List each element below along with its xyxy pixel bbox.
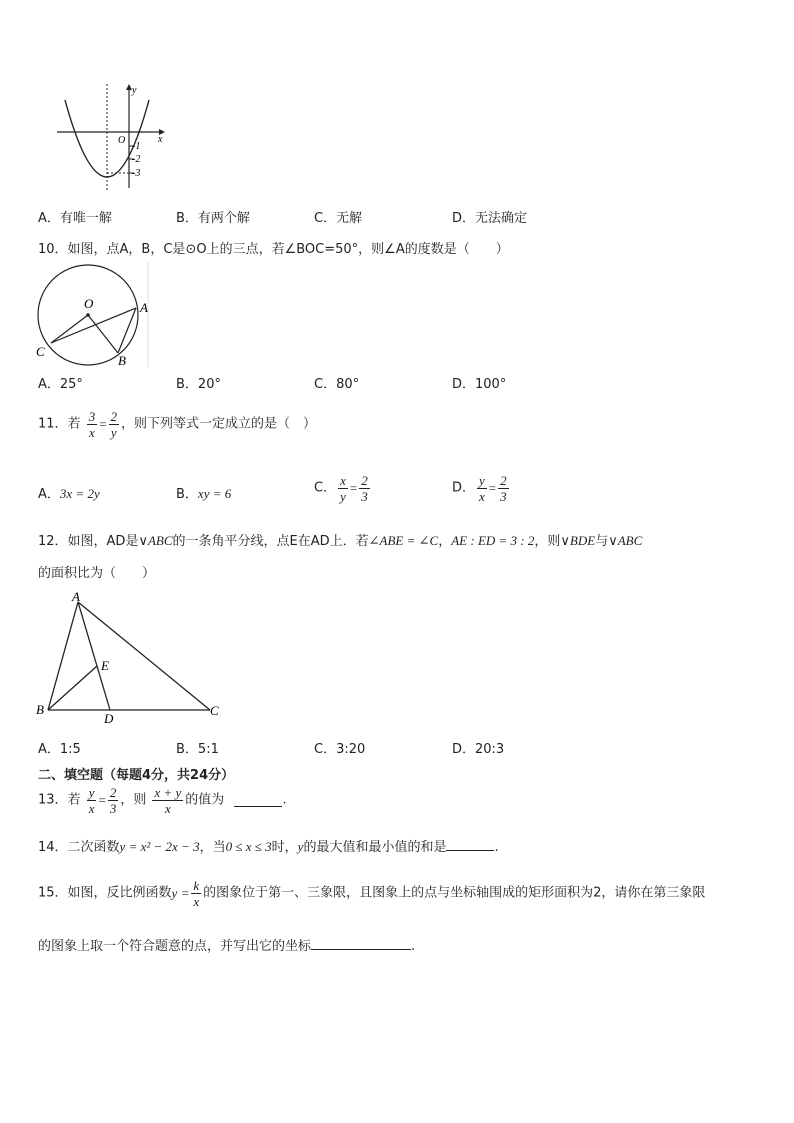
q12-line1-c: ，则 bbox=[534, 534, 561, 549]
q14-prefix: 14．二次函数 bbox=[38, 840, 120, 855]
q9-option-b[interactable]: B．有两个解 bbox=[176, 211, 250, 226]
q10-option-d[interactable]: D．100° bbox=[452, 377, 507, 392]
label-c: C bbox=[210, 703, 219, 718]
y-label: y bbox=[132, 85, 137, 96]
q9-option-a[interactable]: A．有唯一解 bbox=[38, 211, 112, 226]
q9-option-d[interactable]: D．无法确定 bbox=[452, 211, 528, 226]
q14-stem bbox=[38, 836, 499, 855]
q13-mid: ，则 bbox=[120, 792, 147, 808]
q12-line1-b: 的一条角平分线，点E在AD上．若 bbox=[172, 534, 369, 549]
frac-den: y bbox=[340, 489, 346, 504]
frac-den: x bbox=[88, 801, 95, 816]
q11-prefix: 11．若 bbox=[38, 416, 81, 432]
q15-answer-blank[interactable] bbox=[311, 937, 411, 950]
q12-cond2: AE : ED = 3 : 2 bbox=[451, 533, 535, 548]
q11-frac1-num: 3 bbox=[88, 409, 96, 424]
q10-option-b[interactable]: B．20° bbox=[176, 377, 221, 392]
q11-frac2-num: 2 bbox=[110, 409, 118, 424]
q10-stem-b: O上的三点，若∠BOC=50°，则∠A的度数是（ ） bbox=[196, 242, 509, 257]
q14-mid2: 时， bbox=[271, 840, 298, 855]
circle-symbol: ⊙ bbox=[185, 242, 197, 257]
label-b: B bbox=[36, 702, 44, 717]
frac-num: 2 bbox=[109, 785, 117, 800]
q11-option-b[interactable] bbox=[176, 483, 231, 502]
q14-func: y = x² − 2x − 3 bbox=[119, 839, 200, 854]
q14-suffix: 的最大值和最小值的和是 bbox=[303, 840, 447, 855]
frac-den: x bbox=[479, 489, 485, 504]
q13-frac-y-over-x bbox=[87, 785, 97, 816]
q13-frac-xy-over-x bbox=[152, 785, 183, 816]
q15-lhs: y = bbox=[171, 885, 190, 901]
q15-prefix: 15．如图，反比例函数 bbox=[38, 885, 172, 901]
q12-cond1: ∠ABE = ∠C bbox=[368, 533, 439, 548]
frac-num: k bbox=[193, 878, 200, 893]
q10-option-a[interactable]: A．25° bbox=[38, 377, 83, 392]
q14-y-var: y bbox=[297, 839, 304, 854]
q12-line1-a: 12．如图，AD是 bbox=[38, 534, 139, 549]
frac-den: x bbox=[193, 894, 200, 909]
frac-den: x bbox=[164, 801, 171, 816]
q9-parabola-graph bbox=[55, 82, 170, 192]
segment-ca bbox=[51, 308, 136, 343]
label-a: A bbox=[140, 300, 148, 315]
q12-option-c[interactable]: C．3:20 bbox=[314, 742, 366, 757]
q12-stem-line2: 的面积比为（ ） bbox=[38, 566, 156, 581]
q11-option-d-frac1 bbox=[477, 473, 487, 504]
q15-frac-k-over-x bbox=[191, 878, 201, 909]
q10-stem-a: 10．如图，点A，B，C是 bbox=[38, 242, 186, 257]
segment-ac bbox=[78, 602, 210, 710]
q10-option-c[interactable]: C．80° bbox=[314, 377, 360, 392]
q11-option-a[interactable] bbox=[38, 483, 100, 502]
q11-frac-2-over-y bbox=[109, 409, 120, 440]
section2-title: 二、填空题（每题4分，共24分） bbox=[38, 768, 235, 783]
segment-oc bbox=[51, 315, 88, 343]
label-d: D bbox=[104, 711, 114, 726]
q12-line1-d: 与 bbox=[595, 534, 609, 549]
frac-num: 2 bbox=[361, 473, 368, 488]
q12-tri-abc-2: ∨ABC bbox=[608, 533, 643, 548]
q15-stem-line1 bbox=[38, 878, 705, 909]
label-c: C bbox=[36, 344, 45, 359]
x-label: x bbox=[158, 134, 163, 145]
q11-option-a-label: A． bbox=[38, 487, 60, 502]
q11-option-d-label: D． bbox=[452, 480, 476, 496]
frac-den: 3 bbox=[500, 489, 507, 504]
q11-option-d-eq: = bbox=[488, 480, 497, 496]
q15-stem-line2 bbox=[38, 935, 415, 954]
frac-den: 3 bbox=[361, 489, 368, 504]
q11-option-d-frac2 bbox=[498, 473, 509, 504]
q10-circle-figure bbox=[32, 262, 157, 370]
segment-ab bbox=[48, 602, 78, 710]
tick-label-1: -1 bbox=[132, 141, 141, 152]
frac-num: y bbox=[479, 473, 485, 488]
q11-suffix: ，则下列等式一定成立的是（ ） bbox=[121, 416, 317, 432]
q14-range: 0 ≤ x ≤ 3 bbox=[225, 839, 272, 854]
q12-stem-line1 bbox=[38, 530, 642, 549]
q11-eq: = bbox=[99, 416, 107, 432]
q11-frac-3-over-x bbox=[87, 409, 98, 440]
q11-frac1-den: x bbox=[89, 425, 95, 440]
label-e: E bbox=[101, 658, 109, 673]
q10-stem bbox=[38, 238, 509, 257]
q11-frac2-den: y bbox=[110, 425, 117, 440]
q13-eq: = bbox=[98, 792, 106, 808]
q15-end: . bbox=[411, 939, 416, 954]
label-a: A bbox=[72, 589, 80, 604]
q13-frac-2-over-3 bbox=[108, 785, 119, 816]
q11-option-b-label: B． bbox=[176, 487, 198, 502]
q11-option-d[interactable] bbox=[452, 473, 511, 504]
q12-tri-abc: ∨ABC bbox=[138, 533, 173, 548]
tick-label-2: -2 bbox=[132, 154, 141, 165]
frac-num: x bbox=[340, 473, 346, 488]
frac-num: 2 bbox=[500, 473, 507, 488]
center-point bbox=[86, 313, 90, 317]
q13-answer-blank[interactable] bbox=[234, 794, 282, 807]
q14-mid: ，当 bbox=[199, 840, 226, 855]
q11-option-c-frac2 bbox=[359, 473, 370, 504]
q11-option-c[interactable] bbox=[314, 473, 372, 504]
frac-den: 3 bbox=[109, 801, 117, 816]
q13-end: . bbox=[282, 792, 287, 808]
q9-option-c[interactable]: C．无解 bbox=[314, 211, 363, 226]
q12-triangle-figure bbox=[34, 588, 229, 728]
q12-option-a[interactable]: A．1:5 bbox=[38, 742, 81, 757]
q11-option-c-label: C． bbox=[314, 480, 337, 496]
q12-sep: ， bbox=[438, 534, 452, 549]
q13-prefix: 13．若 bbox=[38, 792, 81, 808]
q11-option-c-eq: = bbox=[349, 480, 358, 496]
q11-option-b-expr: xy = 6 bbox=[197, 486, 232, 501]
q14-end: . bbox=[494, 840, 499, 855]
q15-line2: 的图象上取一个符合题意的点，并写出它的坐标 bbox=[38, 939, 312, 954]
label-b: B bbox=[118, 353, 126, 368]
q14-answer-blank[interactable] bbox=[446, 838, 494, 851]
segment-ad bbox=[78, 602, 110, 710]
q11-option-a-expr: 3x = 2y bbox=[59, 486, 100, 501]
q12-option-b[interactable]: B．5:1 bbox=[176, 742, 219, 757]
q12-tri-bde: ∨BDE bbox=[560, 533, 596, 548]
segment-ob bbox=[88, 315, 118, 353]
q13-stem bbox=[38, 785, 287, 816]
frac-num: x + y bbox=[154, 785, 182, 800]
label-o: O bbox=[84, 296, 94, 311]
q15-line1: 的图象位于第一、三象限，且图象上的点与坐标轴围成的矩形面积为2，请你在第三象限 bbox=[203, 885, 706, 901]
q11-option-c-frac1 bbox=[338, 473, 348, 504]
origin-label: O bbox=[118, 135, 126, 146]
q12-option-d[interactable]: D．20:3 bbox=[452, 742, 505, 757]
tick-label-3: -3 bbox=[132, 168, 141, 179]
frac-num: y bbox=[88, 785, 95, 800]
q13-suffix: 的值为 bbox=[185, 792, 225, 808]
segment-be bbox=[48, 666, 97, 710]
q11-stem bbox=[38, 409, 316, 440]
